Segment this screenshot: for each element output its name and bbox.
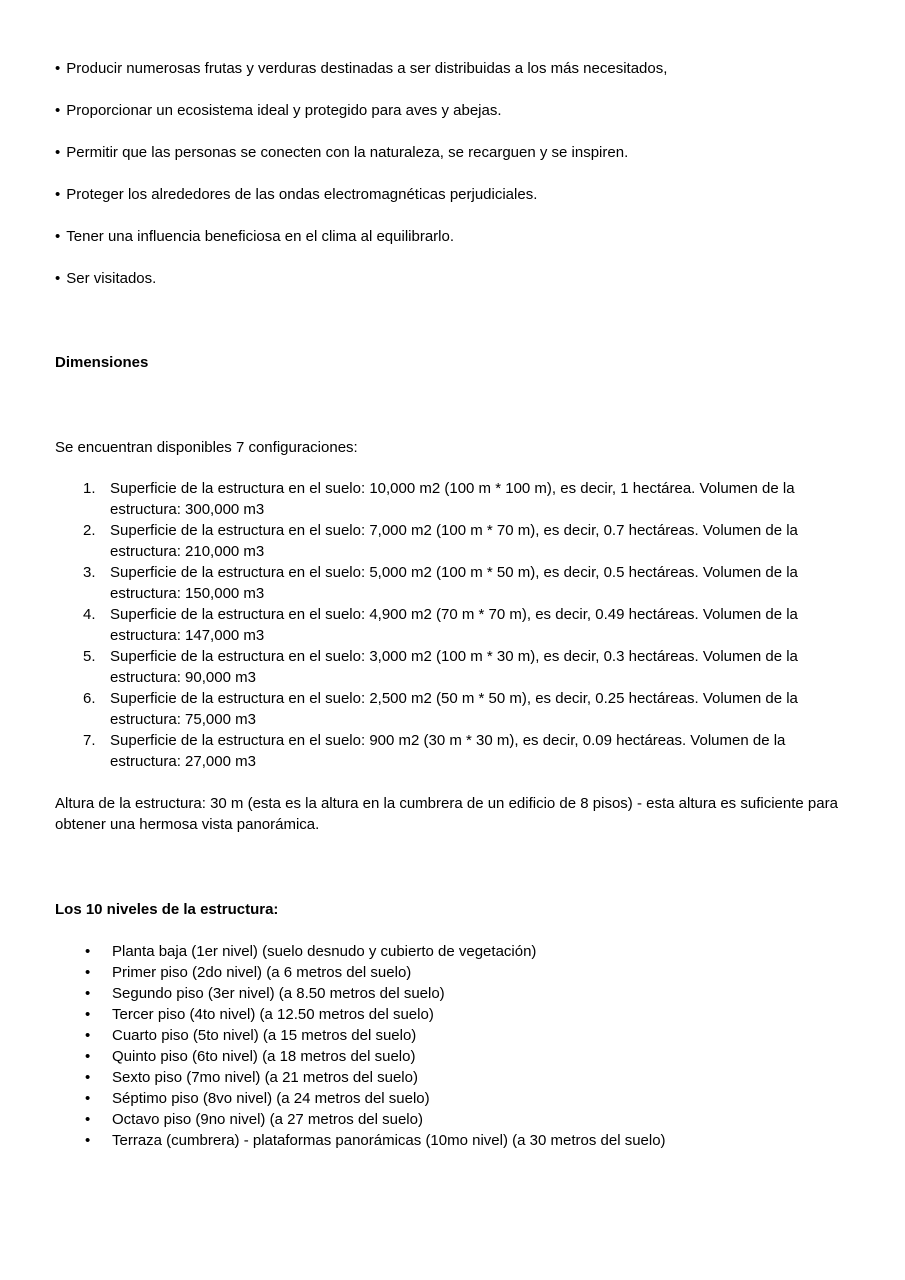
level-text: Primer piso (2do nivel) (a 6 metros del suelo) <box>112 964 412 981</box>
intro-bullet-text: Proteger los alrededores de las ondas electromagnéticas perjudiciales. <box>66 186 538 203</box>
bullet-marker: • <box>85 985 91 1002</box>
config-item <box>55 730 850 772</box>
bullet-marker: • <box>85 1132 91 1149</box>
config-text: Superficie de la estructura en el suelo: 7,000 m2 (100 m * 70 m), es decir, 0.7 hectáreas. Volumen de la estructura: 210,000 m3 <box>110 522 798 560</box>
level-item <box>55 1130 850 1151</box>
bullet-marker: • <box>55 228 61 245</box>
config-item <box>55 688 850 730</box>
bullet-marker: • <box>85 1048 91 1065</box>
level-item <box>55 962 850 983</box>
config-number: 3. <box>83 564 96 581</box>
section-heading-niveles: Los 10 niveles de la estructura: <box>55 901 279 918</box>
intro-bullet-item <box>55 142 850 163</box>
intro-bullet-text: Ser visitados. <box>66 270 157 287</box>
level-item <box>55 1109 850 1130</box>
level-text: Tercer piso (4to nivel) (a 12.50 metros del suelo) <box>112 1006 434 1023</box>
level-item <box>55 983 850 1004</box>
bullet-marker: • <box>55 144 61 161</box>
config-number: 6. <box>83 690 96 707</box>
level-item <box>55 1067 850 1088</box>
bullet-marker: • <box>55 186 61 203</box>
bullet-marker: • <box>85 1027 91 1044</box>
intro-bullet-text: Permitir que las personas se conecten con la naturaleza, se recarguen y se inspiren. <box>66 144 629 161</box>
config-text: Superficie de la estructura en el suelo: 10,000 m2 (100 m * 100 m), es decir, 1 hectárea. Volumen de la estructura: 300,000 m3 <box>110 480 795 518</box>
config-text: Superficie de la estructura en el suelo: 3,000 m2 (100 m * 30 m), es decir, 0.3 hectáreas. Volumen de la estructura: 90,000 m3 <box>110 648 798 686</box>
config-number: 7. <box>83 732 96 749</box>
intro-bullet-item <box>55 58 850 79</box>
config-text: Superficie de la estructura en el suelo: 5,000 m2 (100 m * 50 m), es decir, 0.5 hectáreas. Volumen de la estructura: 150,000 m3 <box>110 564 798 602</box>
level-item <box>55 1046 850 1067</box>
intro-bullet-item <box>55 226 850 247</box>
level-item <box>55 1025 850 1046</box>
level-text: Segundo piso (3er nivel) (a 8.50 metros del suelo) <box>112 985 445 1002</box>
level-text: Cuarto piso (5to nivel) (a 15 metros del suelo) <box>112 1027 417 1044</box>
config-text: Superficie de la estructura en el suelo: 2,500 m2 (50 m * 50 m), es decir, 0.25 hectáreas. Volumen de la estructura: 75,000 m3 <box>110 690 798 728</box>
intro-bullet-text: Tener una influencia beneficiosa en el clima al equilibrarlo. <box>66 228 454 245</box>
height-paragraph: Altura de la estructura: 30 m (esta es la altura en la cumbrera de un edificio de 8 pisos) - esta altura es suficiente para obtener una hermosa vista panorámica. <box>55 795 838 833</box>
intro-bullet-text: Producir numerosas frutas y verduras destinadas a ser distribuidas a los más necesitados, <box>66 60 668 77</box>
level-text: Terraza (cumbrera) - plataformas panorámicas (10mo nivel) (a 30 metros del suelo) <box>112 1132 666 1149</box>
level-item <box>55 1004 850 1025</box>
configurations-intro: Se encuentran disponibles 7 configuraciones: <box>55 439 358 456</box>
config-text: Superficie de la estructura en el suelo: 900 m2 (30 m * 30 m), es decir, 0.09 hectáreas. Volumen de la estructura: 27,000 m3 <box>110 732 786 770</box>
bullet-marker: • <box>85 1111 91 1128</box>
levels-list <box>55 941 850 1151</box>
bullet-marker: • <box>55 270 61 287</box>
level-text: Planta baja (1er nivel) (suelo desnudo y cubierto de vegetación) <box>112 943 537 960</box>
config-number: 2. <box>83 522 96 539</box>
level-text: Séptimo piso (8vo nivel) (a 24 metros del suelo) <box>112 1090 430 1107</box>
intro-bullet-item <box>55 100 850 121</box>
config-item <box>55 604 850 646</box>
bullet-marker: • <box>85 1090 91 1107</box>
bullet-marker: • <box>85 1006 91 1023</box>
config-item <box>55 562 850 604</box>
level-item <box>55 941 850 962</box>
section-heading-dimensiones: Dimensiones <box>55 354 149 371</box>
bullet-marker: • <box>55 102 61 119</box>
bullet-marker: • <box>85 964 91 981</box>
config-item <box>55 646 850 688</box>
intro-bullet-text: Proporcionar un ecosistema ideal y protegido para aves y abejas. <box>66 102 502 119</box>
level-text: Quinto piso (6to nivel) (a 18 metros del suelo) <box>112 1048 416 1065</box>
config-item <box>55 520 850 562</box>
bullet-marker: • <box>55 60 61 77</box>
level-text: Sexto piso (7mo nivel) (a 21 metros del suelo) <box>112 1069 418 1086</box>
config-number: 1. <box>83 480 96 497</box>
config-number: 4. <box>83 606 96 623</box>
bullet-marker: • <box>85 1069 91 1086</box>
config-number: 5. <box>83 648 96 665</box>
bullet-marker: • <box>85 943 91 960</box>
config-text: Superficie de la estructura en el suelo: 4,900 m2 (70 m * 70 m), es decir, 0.49 hectáreas. Volumen de la estructura: 147,000 m3 <box>110 606 798 644</box>
level-item <box>55 1088 850 1109</box>
config-item <box>55 478 850 520</box>
intro-bullet-item <box>55 268 850 289</box>
configurations-list <box>55 478 850 772</box>
level-text: Octavo piso (9no nivel) (a 27 metros del suelo) <box>112 1111 423 1128</box>
intro-bullet-item <box>55 184 850 205</box>
